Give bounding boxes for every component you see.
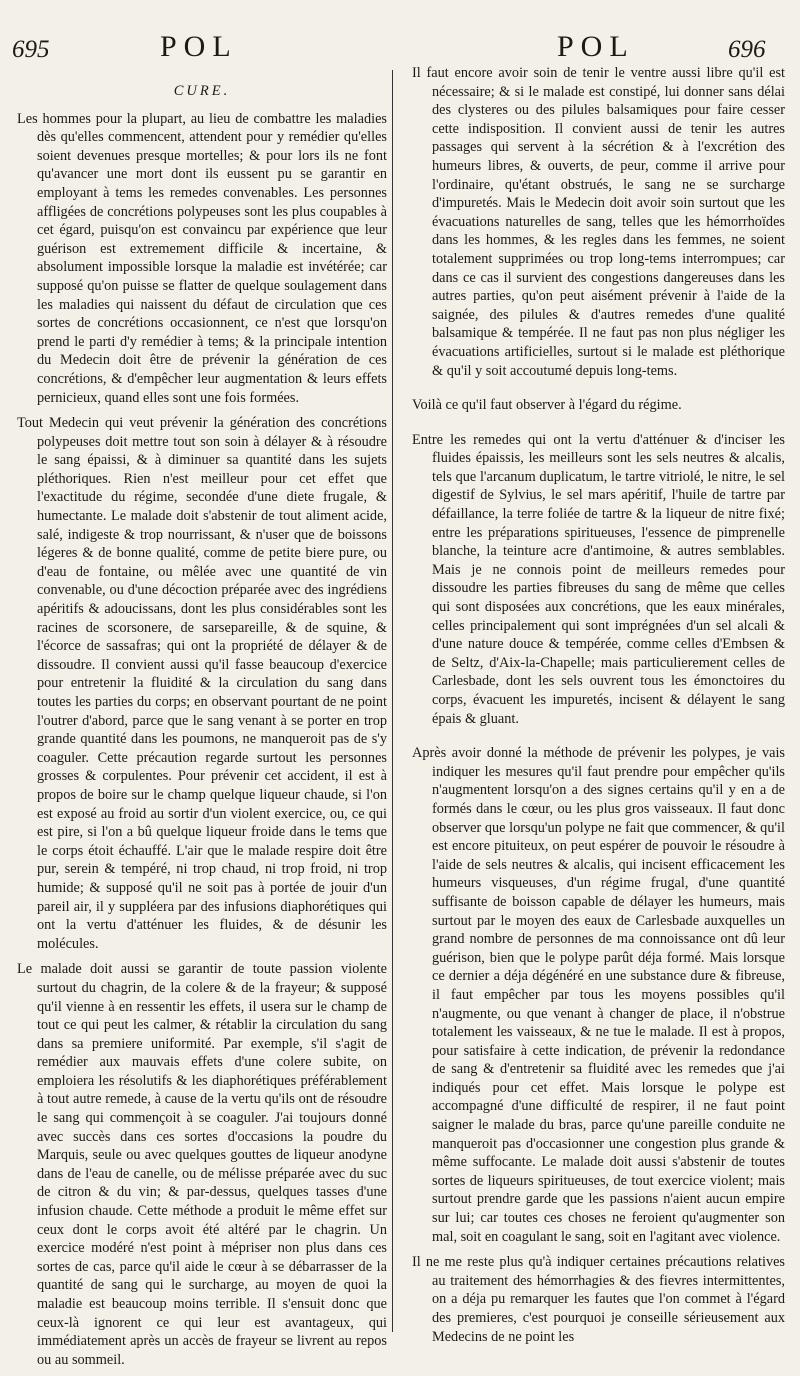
right-paragraph-3: Entre les remedes qui ont la vertu d'atténuer & d'inciser les fluides épaissis, les meilleurs sont les sels neutres & alcalis, tels que l'arcanum duplicatum, le tartre vitriolé, le nitre, le sel digestif de Sylvius, le sel mars apéritif, l'huile de tartre par défaillance, la terre foliée de tartre & la liqueur de nitre fixé; entre les préparations spiritueuses, l'essence de pimprenelle blanche, la teinture acre d'antimoine, & autres semblables. Mais je ne connois point de meilleurs remedes pour dissoudre les parties fibreuses du sang de même que celles qui sont disposées aux concrétions, que les eaux minérales, celles principalement qui sont imprégnées d'un sel alcali & d'une nature douce & tempérée, comme celles d'Embsen & de Seltz, d'Aix-la-Chapelle; mais particulierement celles de Carlesbade, dont les sels ouvrent tous les émonctoires du corps, évacuent les impuretés, incisent & délayent le sang épais & gluant. — [412, 431, 785, 727]
right-paragraph-5: Il ne me reste plus qu'à indiquer certaines précautions relatives au traitement des hémorrhagies & des fievres intermittentes, on a déja pu remarquer les fautes que l'on commet à l'égard des premieres, c'est pourquoi je conseille sérieusement aux Medecins de ne point les — [412, 1254, 785, 1345]
left-paragraph-2: Tout Medecin qui veut prévenir la génération des concrétions polypeuses doit mettre tout son soin à délayer & à résoudre le sang épaissi, & à diminuer sa quantité dans les sujets pléthoriques. Rien n'est meilleur pour cet effet que l'exactitude du régime, secondée d'une diete frugale, & humectante. Le malade doit s'abstenir de tout aliment acide, salé, indigeste & trop nourrissant, & n'user que de boissons légeres & de bonne qualité, comme de petite biere pure, ou d'eau de fontaine, ou mêlée avec une quantité de vin convenable, ou d'une décoction préparée avec des ingrédiens apéritifs & adoucissans, dont les plus considérables sont les racines de scorsonere, de sarsepareille, & de squine, & l'écorce de sassafras; qui ont la propriété de délayer & de dissoudre. Il convient aussi qu'il fasse beaucoup d'exercice pour entretenir la fluidité & la circulation du sang dans toutes les parties du corps; en observant pourtant de ne point l'outrer d'abord, parce que le sang venant à se porter en trop grande quantité dans les poumons, ne manqueroit pas de s'y coaguler. Cette précaution regarde surtout les personnes grosses & corpulentes. Pour prévenir cet accident, il est à propos de boire sur le champ quelque liqueur chaude, si l'on est exposé au froid au sortir d'un violent exercice, ou, ce qui est pire, si l'on a bû quelque liqueur froide dans le tems que le corps étoit échauffé. L'air que le malade respire doit être pur, serein & tempéré, ni trop chaud, ni trop froid, ni trop humide; & supposé qu'il ne soit pas à portée de jouir d'un pareil air, il y suppléera par des infusions diaphorétiques qui ont la vertu d'atténuer les fluides, & de désunir les molécules. — [17, 415, 387, 952]
running-head-right: POL — [557, 30, 635, 63]
right-paragraph-2: Voilà ce qu'il faut observer à l'égard du régime. — [412, 397, 682, 414]
section-heading-cure: CURE. — [173, 83, 231, 99]
right-paragraph-4: Après avoir donné la méthode de prévenir les polypes, je vais indiquer les mesures qu'il faut prendre pour empêcher qu'ils n'augmentent lorsqu'on a des signes certains qu'il y en a de formés dans le cœur, ou les plus gros vaisseaux. Il faut donc observer que lorsqu'un polype ne fait que commencer, & qu'il est encore pituiteux, on peut espérer de pouvoir le résoudre à l'aide de sels neutres & alcalis, qui incisent efficacement les humeurs visqueuses, d'un régime frugal, d'une quantité suffisante de boisson capable de délayer les humeurs, mais surtout par le moyen des eaux de Carlesbade auxquelles un grand nombre de personnes de ma connoissance ont dû leur guérison, bien que le polype parût déja formé. Mais lorsque ce dernier a déja dégénéré en une substance dure & fibreuse, il faut empêcher par tous les moyens possibles qu'il n'augmente, ou que venant à changer de place, il n'obstrue totalement les vaisseaux, & ne tue le malade. Il est à propos, pour satisfaire à cette indication, de prévenir la redondance de sang & d'entretenir sa fluidité avec les remedes que j'ai indiqués pour cet effet. Mais lorsque le polype est accompagné d'une difficulté de respirer, il ne faut point saigner le malade du bras, parce qu'une pareille conduite ne manqueroit pas d'occasionner une congestion plus grande & même suffocante. Le malade doit aussi s'abstenir de toutes sortes de liqueurs spiritueuses, de tout exercice violent; mais surtout prendre garde que les passions n'aient aucun empire sur lui; car toutes ces choses ne feroient qu'augmenter son mal, soit en coagulant le sang, soit en l'agitant avec violence. — [412, 745, 785, 1245]
running-head-left: POL — [160, 30, 238, 63]
left-paragraph-3: Le malade doit aussi se garantir de toute passion violente surtout du chagrin, de la colere & de la frayeur; & supposé qu'il vienne à en ressentir les effets, il usera sur le champ de tout ce qui peut les calmer, & rétablir la circulation du sang dans sa premiere uniformité. Par exemple, s'il s'agit de remédier aux mauvais effets d'une colere subite, on emploiera les résolutifs & les diaphorétiques préférablement à tout autre remede, à cause de la vertu qu'ils ont de résoudre le sang qui commençoit à se coaguler. J'ai toujours donné avec succès dans ces sortes d'occasions la poudre du Marquis, seule ou avec quelques gouttes de liqueur anodyne dans de l'eau de canelle, ou de mélisse préparée avec du suc de citron & du vin; & par-dessus, quelques tasses d'une infusion chaude. Cette méthode a produit le même effet sur ceux dont le corps avoit été altéré par le chagrin. Un exercice modéré n'est point à mépriser non plus dans ces sortes de cas, parce qu'il aide le cœur à se débarrasser de la quantité de sang qui le surcharge, au moyen de quoi la maladie est beaucoup moins terrible. Il s'ensuit donc que ceux-là ignorent ce qui leur est avantageux, qui immédiatement après un accès de frayeur se livrent au repos ou au sommeil. — [17, 961, 387, 1368]
page-number-left: 695 — [12, 36, 50, 63]
left-paragraph-1: Les hommes pour la plupart, au lieu de combattre les maladies dès qu'elles commencent, attendent pour y remédier qu'elles soient devenues presque mortelles; & pour lors ils ne font qu'avancer une mort dont ils eussent pu se garantir en employant à tems les remedes convenables. Les personnes affligées de concrétions polypeuses sont les plus coupables à cet égard, puisqu'on est convaincu par expérience que leur guérison est extremement difficile & incertaine, & absolument impossible lorsque la maladie est invétérée; car supposé qu'on puisse se flatter de quelque soulagement dans les maladies qui naissent du défaut de circulation que ces sortes de concrétions occasionnent, ce n'est que lorsqu'on prend le parti d'y remédier à tems; & la principale intention du Medecin doit être de prévenir la génération de ces concrétions, & d'empêcher leur augmentation & leurs effets pernicieux, quand elles sont une fois formées. — [17, 110, 387, 406]
right-paragraph-1: Il faut encore avoir soin de tenir le ventre aussi libre qu'il est nécessaire; & si le malade est constipé, lui donner sans délai des clysteres ou des pilules balsamiques pour faire cesser cette indisposition. Il convient aussi de tenir les autres passages qui servent à la sécrétion & à l'excrétion des humeurs libres, & ouverts, de peur, comme il arrive pour l'ordinaire, qu'étant obstrués, le sang ne se surcharge d'impuretés. Mais le Medecin doit avoir soin surtout que les évacuations naturelles de sang, telles que les hémorrhoïdes dans les hommes, & les regles dans les femmes, ne soient totalement supprimées ou trop long-tems interrompues; car dans ce cas il survient des congestions dangereuses dans les autres parties, qu'on peut aisément prévenir à l'aide de la saignée, des pilules & d'autres remedes d'une qualité balsamique & tempérée. Il ne faut pas non plus négliger les évacuations artificielles, surtout si le malade est pléthorique & qu'il y soit accoutumé depuis long-tems. — [412, 65, 785, 379]
column-divider — [392, 70, 393, 1332]
page-number-right: 696 — [728, 36, 766, 63]
right-column — [412, 64, 785, 1353]
left-column — [17, 82, 387, 1376]
